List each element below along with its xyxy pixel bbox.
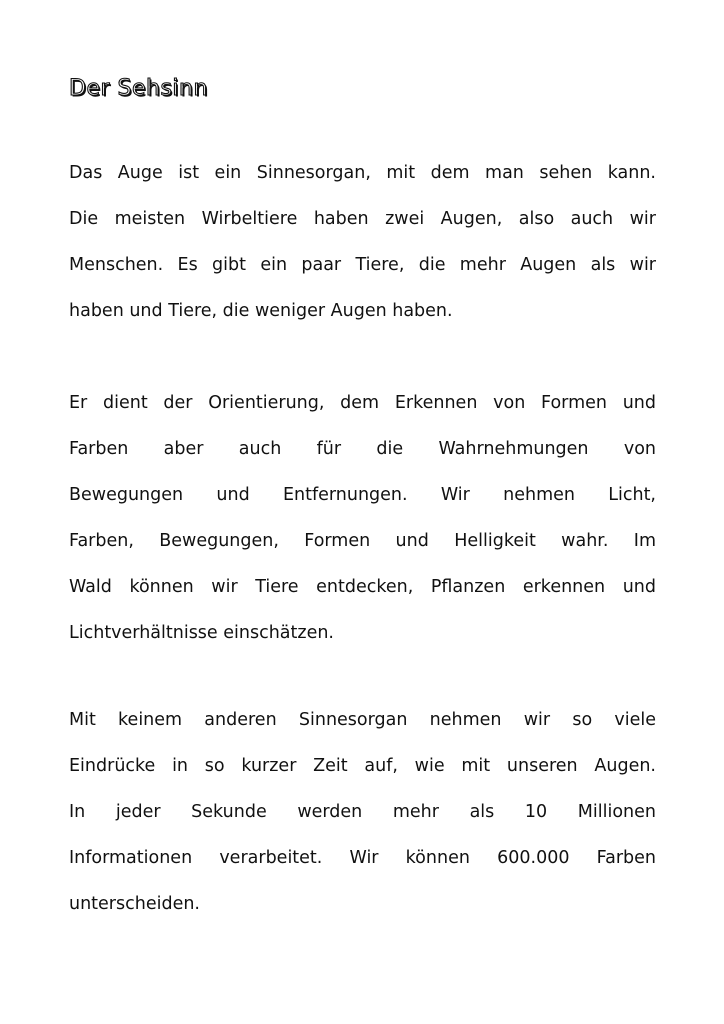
paragraph-1 bbox=[69, 150, 656, 334]
paragraph-line: Farben, Bewegungen, Formen und Helligkeit wahr. Im bbox=[69, 531, 656, 551]
paragraph-line: Eindrücke in so kurzer Zeit auf, wie mit unseren Augen. bbox=[69, 756, 656, 776]
paragraph-line: Bewegungen und Entfernungen. Wir nehmen Licht, bbox=[69, 485, 656, 505]
paragraph-line: Lichtverhältnisse einschätzen. bbox=[69, 623, 334, 643]
paragraph-line: In jeder Sekunde werden mehr als 10 Millionen bbox=[69, 802, 656, 822]
paragraph-3 bbox=[69, 697, 656, 927]
paragraph-line: Menschen. Es gibt ein paar Tiere, die mehr Augen als wir bbox=[69, 255, 656, 275]
paragraph-line: Mit keinem anderen Sinnesorgan nehmen wir so viele bbox=[69, 710, 656, 730]
paragraph-line: unterscheiden. bbox=[69, 894, 200, 914]
paragraph-line: haben und Tiere, die weniger Augen haben. bbox=[69, 301, 453, 321]
document-title: Der Sehsinn bbox=[69, 76, 208, 101]
paragraph-line: Er dient der Orientierung, dem Erkennen von Formen und bbox=[69, 393, 656, 413]
paragraph-line: Informationen verarbeitet. Wir können 600.000 Farben bbox=[69, 848, 656, 868]
paragraph-line: Die meisten Wirbeltiere haben zwei Augen, also auch wir bbox=[69, 209, 656, 229]
paragraph-line: Das Auge ist ein Sinnesorgan, mit dem man sehen kann. bbox=[69, 163, 656, 183]
paragraph-2 bbox=[69, 380, 656, 656]
paragraph-line: Farben aber auch für die Wahrnehmungen von bbox=[69, 439, 656, 459]
paragraph-line: Wald können wir Tiere entdecken, Pflanzen erkennen und bbox=[69, 577, 656, 597]
